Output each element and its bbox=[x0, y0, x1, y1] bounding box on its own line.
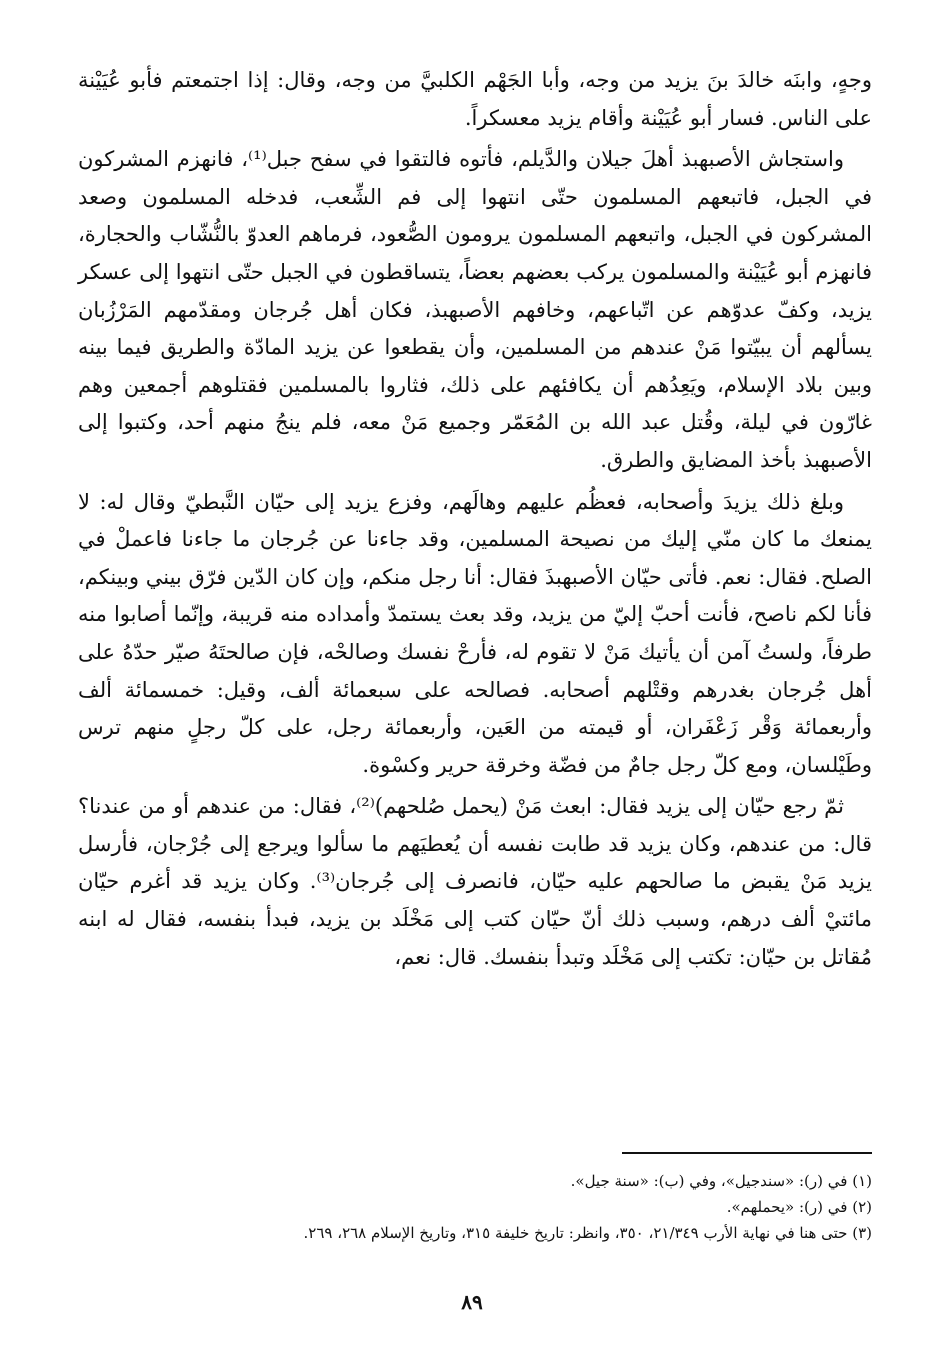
footnote-1: (١) في (ر): «سندجيل»، وفي (ب): «سنة جيل». bbox=[570, 1172, 872, 1190]
footnote-3: (٣) حتى هنا في نهاية الأرب ٢١/٣٤٩، ٣٥٠، وانظر: تاريخ خليفة ٣١٥، وتاريخ الإسلام ٢٦٨، ٢٦٩. bbox=[303, 1224, 872, 1242]
paragraph-4: ثمّ رجع حيّان إلى يزيد فقال: ابعث مَنْ (يحمل صُلحهم)⁽²⁾، فقال: من عندهم أو من عندنا؟ قال: من عندهم، وكان يزيد قد طابت نفسه أن يُعطيَهم ما سألوا ويرجع إلى جُرْجان، فأرسل يزيد مَنْ يقبض ما صالحهم عليه حيّان، فانصرف إلى جُرجان⁽³⁾. وكان يزيد قد أغرم حيّان مائتيْ ألف درهم، وسبب ذلك أنّ حيّان كتب إلى مَخْلَد بن يزيد، فبدأ بنفسه، فقال له ابنه مُقاتل بن حيّان: تكتب إلى مَخْلَد وتبدأ بنفسك. قال: نعم، bbox=[78, 794, 872, 969]
paragraph-3: وبلغ ذلك يزيدَ وأصحابه، فعظُم عليهم وهالَهم، وفزع يزيد إلى حيّان النَّبطيّ وقال له: لا يمنعك ما كان منّي إليك من نصيحة المسلمين، وقد جاءنا عن جُرجان ما جاءنا فاعملْ في الصلح. فقال: نعم. فأتى حيّان الأصبهبذَ فقال: أنا رجل منكم، وإن كان الدّين فرّق بيني وبينكم، فأنا لكم ناصح، فأنت أحبّ إليّ من يزيد، وقد بعث يستمدّ وأمداده منه قريبة، وإنّما أصابوا منه طرفاً، ولستُ آمن أن يأتيك مَنْ لا تقوم له، فأرحْ نفسك وصالحْه، فإن صالحتَهُ صيّر حدّهُ على أهل جُرجان بغدرهم وقتْلهم أصحابه. فصالحه على سبعمائة ألف، وقيل: خمسمائة ألف وأربعمائة وَقْر زَعْفَران، أو قيمته من العَين، وأربعمائة رجل، على كلّ رجلٍ منهم ترس وطَيْلسان، ومع كلّ رجل جامٌ من فضّة وخرقة حرير وكسْوة. bbox=[78, 489, 872, 777]
footnotes bbox=[78, 1168, 872, 1246]
footnote-divider bbox=[622, 1152, 872, 1154]
footnote-2: (٢) في (ر): «يحملهم». bbox=[726, 1198, 872, 1216]
main-text bbox=[78, 62, 872, 980]
paragraph-2: واستجاش الأصبهبذ أهلَ جيلان والدَّيلم، فأتوه فالتقوا في سفح جبل⁽¹⁾، فانهزم المشركون في الجبل، فاتبعهم المسلمون حتّى انتهوا إلى فم الشِّعب، فدخله المسلمون وصعد المشركون في الجبل، واتبعهم المسلمون يرومون الصُّعود، فرماهم العدوّ بالنُّشّاب والحجارة، فانهزم أبو عُيَيْنة والمسلمون يركب بعضهم بعضاً، يتساقطون في الجبل حتّى انتهوا إلى عسكر يزيد، وكفّ عدوّهم عن اتّباعهم، وخافهم الأصبهبذ، فكان أهل جُرجان ومقدّمهم المَرْزُبان يسألهم أن يبيّتوا مَنْ عندهم من المسلمين، وأن يقطعوا عن يزيد المادّة والطريق فيما بينه وبين بلاد الإسلام، ويَعِدُهم أن يكافئهم على ذلك، فثاروا بالمسلمين فقتلوهم أجمعين وهم غارّون في ليلة، وقُتل عبد الله بن المُعَمّر وجميع مَنْ معه، فلم ينجُ منهم أحد، وكتبوا إلى الأصبهبذ بأخذ المضايق والطرق. bbox=[78, 147, 872, 472]
paragraph-1: وجهٍ، وابنَه خالدَ بنَ يزيد من وجه، وأبا الجَهْم الكلبيَّ من وجه، وقال: إذا اجتمعتم فأبو عُيَيْنة على الناس. فسار أبو عُيَيْنة وأقام يزيد معسكراً. bbox=[78, 68, 872, 130]
page-number: ٨٩ bbox=[461, 1290, 483, 1314]
